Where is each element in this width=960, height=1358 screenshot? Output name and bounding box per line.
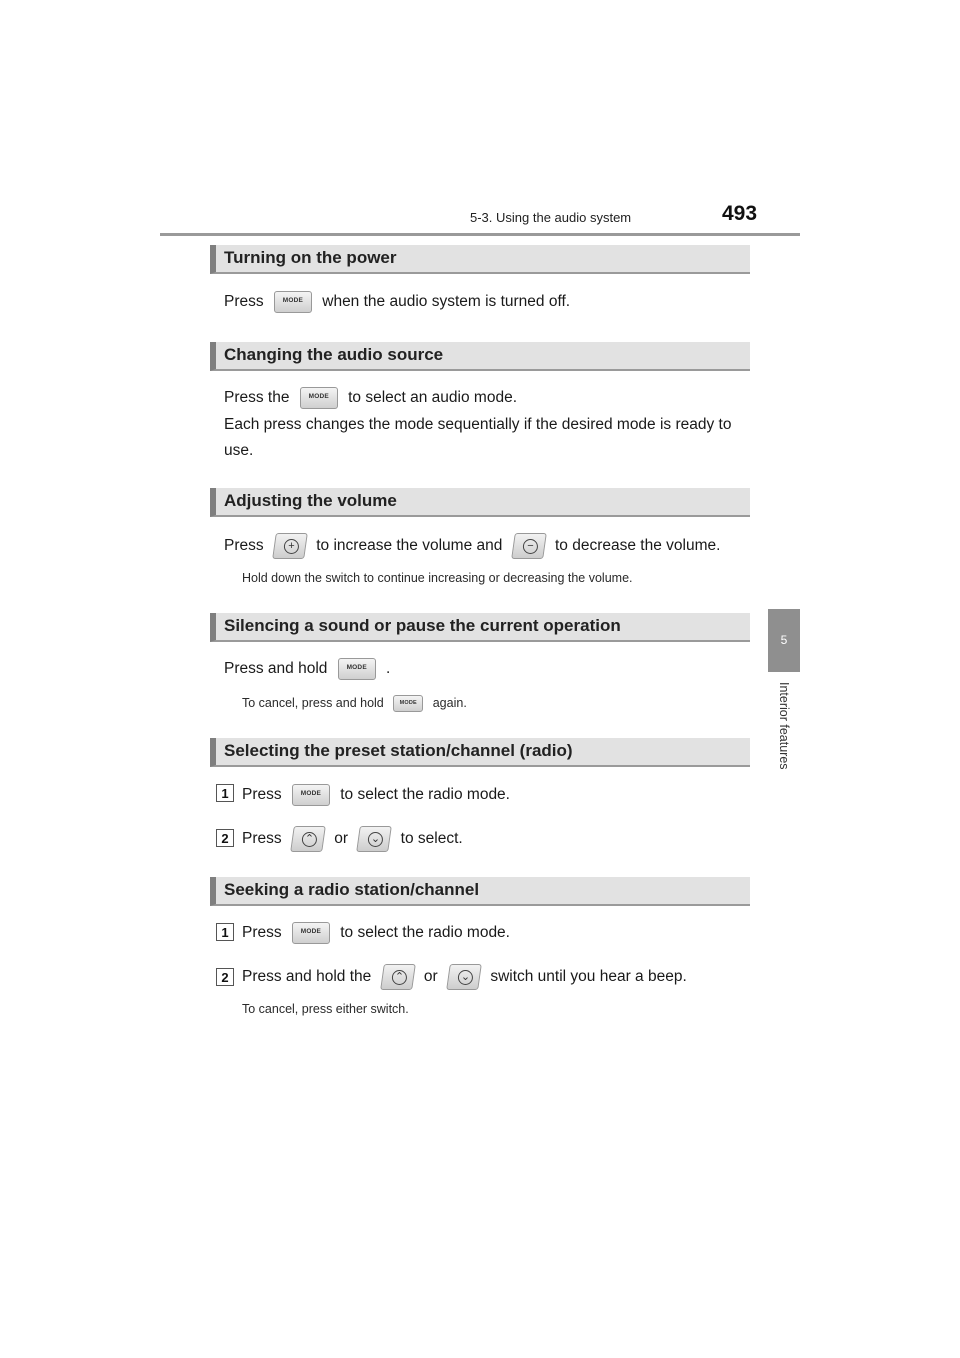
section-title: Seeking a radio station/channel [224, 880, 480, 899]
header-divider [160, 233, 800, 236]
volume-instruction: Press + to increase the volume and − to decrease the volume. [224, 533, 720, 559]
silence-note: To cancel, press and hold MODE again. [242, 695, 467, 712]
running-header-section: 5-3. Using the audio system [470, 210, 632, 225]
mode-button-icon: MODE [274, 291, 312, 313]
seek-note: To cancel, press either switch. [242, 1002, 409, 1016]
source-instruction: Press the MODE to select an audio mode. [224, 387, 517, 409]
chapter-tab-label-wrap [769, 682, 799, 792]
source-paragraph-line2: use. [224, 442, 254, 459]
mode-button-icon: MODE [338, 658, 376, 680]
seek-step1: Press MODE to select the radio mode. [242, 922, 510, 944]
mode-button-icon: MODE [292, 784, 330, 806]
step-number: 1 [216, 923, 234, 942]
step-number: 2 [216, 968, 234, 987]
chapter-tab-label: Interior features [777, 682, 791, 770]
seek-down-icon: ⌄ [446, 964, 482, 990]
section-heading-power [210, 245, 750, 274]
volume-up-icon: + [272, 533, 308, 559]
mode-button-icon: MODE [300, 387, 338, 409]
section-title: Changing the audio source [224, 345, 444, 364]
section-heading-seek [210, 877, 750, 906]
step-number: 1 [216, 784, 234, 803]
mode-button-icon: MODE [292, 922, 330, 944]
volume-down-icon: − [511, 533, 547, 559]
section-title: Silencing a sound or pause the current operation [224, 616, 621, 635]
section-title: Adjusting the volume [224, 491, 397, 510]
seek-down-icon: ⌄ [357, 826, 393, 852]
seek-up-icon: ⌃ [380, 964, 416, 990]
source-paragraph-line1: Each press changes the mode sequentially if the desired mode is ready to [224, 416, 732, 433]
volume-note: Hold down the switch to continue increasing or decreasing the volume. [242, 571, 633, 585]
section-heading-preset [210, 738, 750, 767]
section-heading-volume [210, 488, 750, 517]
section-heading-silence [210, 613, 750, 642]
seek-up-icon: ⌃ [290, 826, 326, 852]
silence-instruction: Press and hold MODE . [224, 658, 390, 680]
preset-step2: Press ⌃ or ⌄ to select. [242, 826, 463, 852]
section-title: Selecting the preset station/channel (radio) [224, 741, 573, 760]
seek-step2: Press and hold the ⌃ or ⌄ switch until you hear a beep. [242, 964, 687, 990]
section-title: Turning on the power [224, 248, 397, 267]
section-heading-source [210, 342, 750, 371]
preset-step1: Press MODE to select the radio mode. [242, 784, 510, 806]
power-instruction: Press MODE when the audio system is turned off. [224, 291, 570, 313]
page-number: 493 [722, 202, 758, 225]
step-number: 2 [216, 829, 234, 848]
mode-button-icon: MODE [393, 695, 423, 712]
chapter-tab: 5 [768, 609, 800, 672]
